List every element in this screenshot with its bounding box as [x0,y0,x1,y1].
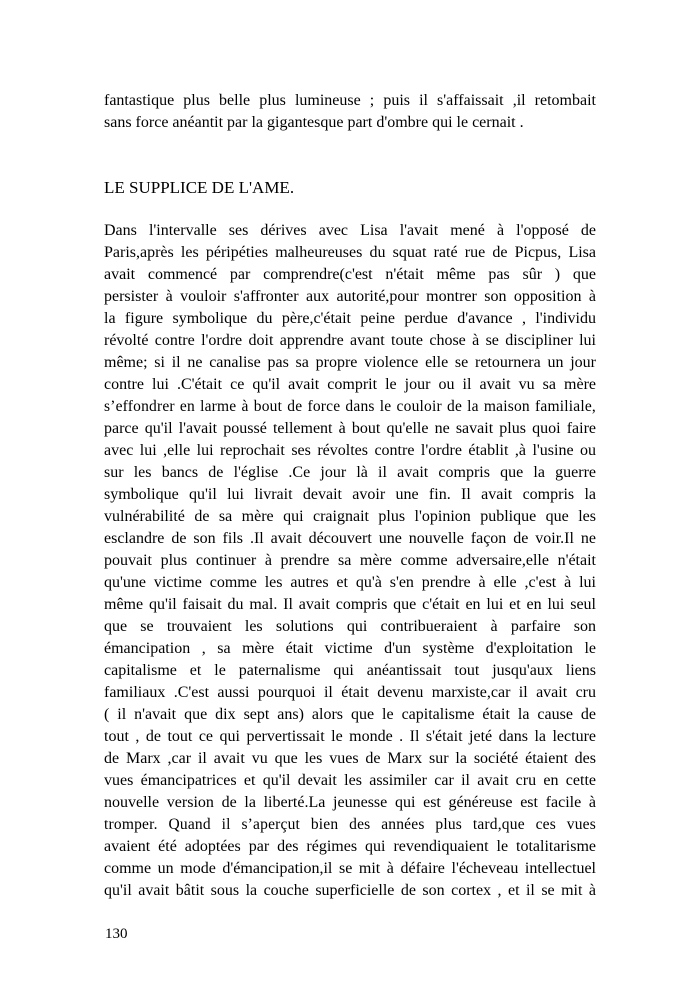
text-line: capitalisme et le paternalisme qui anéantissait tout jusqu'aux liens [104,662,596,679]
text-line: qu'il avait bâtit sous la couche superficielle de son cortex , et il se mit à [104,882,596,899]
text-line: sans force anéantit par la gigantesque part d'ombre qui le cernait . [104,114,524,131]
page-number: 130 [105,926,128,942]
text-line: avait commencé par comprendre(c'est n'était même pas sûr ) que [104,266,596,283]
text-line: contre lui .C'était ce qu'il avait comprit le jour ou il avait vu sa mère [104,376,596,393]
text-line: vues émancipatrices et qu'il devait les assimiler car il avait cru en cette [104,772,596,789]
intro-paragraph [104,90,596,134]
text-line: Dans l'intervalle ses dérives avec Lisa l'avait mené à l'opposé de [104,222,596,239]
text-line: comme un mode d'émancipation,il se mit à défaire l'écheveau intellectuel [104,860,596,877]
section-heading: LE SUPPLICE DE L'AME. [104,178,295,197]
text-line: sur les bancs de l'église .Ce jour là il avait compris que la guerre [104,464,596,481]
text-line: que se trouvaient les solutions qui contribueraient à parfaire son [104,618,596,635]
text-line: Paris,après les péripéties malheureuses du squat raté rue de Picpus, Lisa [104,244,596,261]
text-line: esclandre de son fils .Il avait découvert une nouvelle façon de voir.Il ne [104,530,596,547]
body-paragraph [104,220,596,902]
text-line: émancipation , sa mère était victime d'un système d'exploitation le [104,640,596,657]
text-line: symbolique qu'il lui livrait devait avoir une fin. Il avait compris la [104,486,596,503]
text-line: ( il n'avait que dix sept ans) alors que le capitalisme était la cause de [104,706,596,723]
text-line: fantastique plus belle plus lumineuse ; puis il s'affaissait ,il retombait [104,92,596,109]
text-line: qu'une victime comme les autres et qu'à s'en prendre à elle ,c'est à lui [104,574,596,591]
text-line: familiaux .C'est aussi pourquoi il était devenu marxiste,car il avait cru [104,684,596,701]
text-line: s’effondrer en larme à bout de force dans le couloir de la maison familiale, [104,398,596,415]
text-line: vulnérabilité de sa mère qui craignait plus l'opinion publique que les [104,508,596,525]
text-line: parce qu'il l'avait poussé tellement à bout qu'elle ne savait plus quoi faire [104,420,596,437]
text-line: la figure symbolique du père,c'était peine perdue d'avance , l'individu [104,310,596,327]
text-line: pouvait plus continuer à prendre sa mère comme adversaire,elle n'était [104,552,596,569]
text-line: de Marx ,car il avait vu que les vues de Marx sur la société étaient des [104,750,596,767]
text-line: révolté contre l'ordre doit apprendre avant toute chose à se discipliner lui [104,332,596,349]
text-line: même qu'il faisait du mal. Il avait compris que c'était en lui et en lui seul [104,596,596,613]
text-block [104,90,596,902]
text-line: avec lui ,elle lui reprochait ses révoltes contre l'ordre établit ,à l'usine ou [104,442,596,459]
text-line: tout , de tout ce qui pervertissait le monde . Il s'était jeté dans la lecture [104,728,596,745]
text-line: persister à vouloir s'affronter aux autorité,pour montrer son opposition à [104,288,596,305]
text-line: tromper. Quand il s’aperçut bien des années plus tard,que ces vues [104,816,596,833]
text-line: nouvelle version de la liberté.La jeunesse qui est généreuse est facile à [104,794,596,811]
text-line: avaient été adoptées par des régimes qui revendiquaient le totalitarisme [104,838,596,855]
text-line: même; si il ne canalise pas sa propre violence elle se retournera un jour [104,354,596,371]
